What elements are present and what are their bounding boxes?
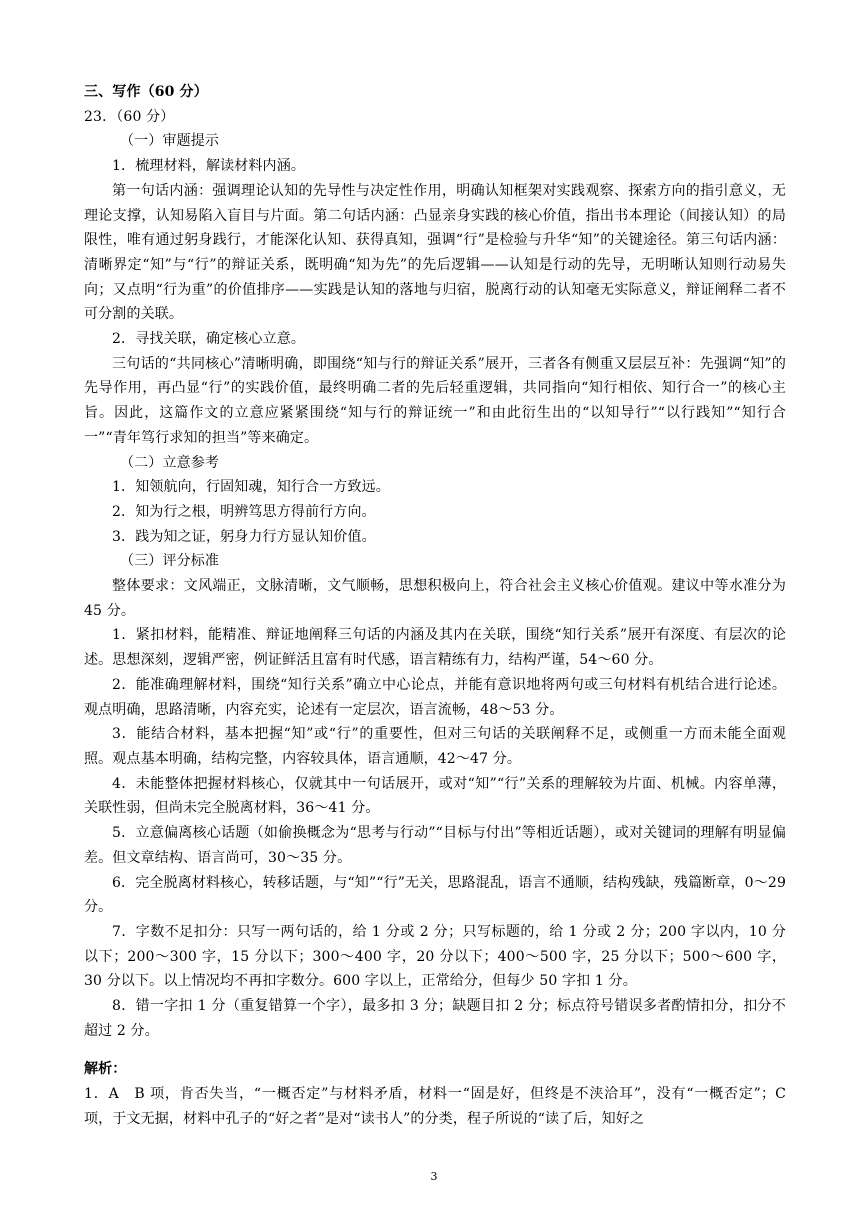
reference-item: 3．践为知之证，躬身力行方显认知价值。 [112, 528, 376, 545]
paragraph: 第一句话内涵：强调理论认知的先导性与决定性作用，明确认知框架对实践观察、探索方向的指引意义，无理论支撑，认知易陷入盲目与片面。第二句话内涵：凸显亲身实践的核心价值，指出书本理论（间接认知）的局限性，唯有通过躬身践行，才能深化认知、获得真知，强调“行”是检验与升华“知”的关键途径。第三句话内涵：清晰界定“知”与“行”的辩证关系，既明确“知为先”的先后逻辑——认知是行动的先导，无明晰认知则行动易失向；又点明“行为重”的价值排序——实践是认知的落地与归宿，脱离行动的认知毫无实际意义，辩证阐释二者不可分割的关联。 [84, 182, 786, 323]
scoring-item: 5．立意偏离核心话题（如偷换概念为“思考与行动”“目标与付出”等相近话题），或对关键词的理解有明显偏差。但文章结构、语言尚可，30～35 分。 [84, 825, 786, 866]
analysis-heading: 解析： [84, 1061, 127, 1078]
scoring-item: 2．能准确理解材料，围绕“知行关系”确立中心论点，并能有意识地将两句或三句材料有机结合进行论述。观点明确，思路清晰，内容充实，论述有一定层次，语言流畅，48～53 分。 [84, 676, 786, 718]
part1-heading: （一）审题提示 [120, 133, 220, 150]
reference-item: 2．知为行之根，明辨笃思方得前行方向。 [112, 503, 376, 520]
page-number: 3 [430, 1170, 438, 1183]
part2-heading: （二）立意参考 [120, 454, 220, 471]
scoring-item: 3．能结合材料，基本把握“知”或“行”的重要性，但对三句话的关联阐释不足，或侧重一方而未能全面观照。观点基本明确，结构完整，内容较具体，语言通顺，42～47 分。 [84, 726, 786, 767]
section-title: 三、写作（60 分） [84, 84, 208, 100]
scoring-item: 8．错一字扣 1 分（重复错算一个字），最多扣 3 分；缺题目扣 2 分；标点符号错误多者酌情扣分，扣分不超过 2 分。 [84, 998, 786, 1039]
scoring-item: 7．字数不足扣分：只写一两句话的，给 1 分或 2 分；只写标题的，给 1 分或 2 分；200 字以内，10 分以下；200～300 字，15 分以下；300～400 字，20 分以下；400～500 字，25 分以下；500～600 字，30 分以下。以上情况均不再扣字数分。600 字以上，正常给分，但每少 50 字扣 1 分。 [84, 923, 786, 990]
part3-heading: （三）评分标准 [120, 553, 220, 570]
scoring-item: 4．未能整体把握材料核心，仅就其中一句话展开，或对“知”“行”关系的理解较为片面、机械。内容单薄，关联性弱，但尚未完全脱离材料，36～41 分。 [84, 775, 786, 817]
reference-item: 1．知领航向，行固知魂，知行合一方致远。 [112, 479, 390, 496]
question-number: 23．（60 分） [84, 108, 175, 125]
overall-requirement: 整体要求：文风端正，文脉清晰，文气顺畅，思想积极向上，符合社会主义核心价值观。建议中等水准分为 45 分。 [84, 578, 786, 619]
analysis-paragraph: 1．A B 项，肯否失当，“一概否定”与材料矛盾，材料一“固是好，但终是不浃洽耳”，没有“一概否定”；C 项，于文无据，材料中孔子的“好之者”是对“读书人”的分类，程子所说的“读了后，知好之 [84, 1086, 786, 1127]
scoring-item: 1．紧扣材料，能精准、辩证地阐释三句话的内涵及其内在关联，围绕“知行关系”展开有深度、有层次的论述。思想深刻，逻辑严密，例证鲜活且富有时代感，语言精练有力，结构严谨，54～60 分。 [84, 627, 786, 669]
scoring-item: 6．完全脱离材料核心，转移话题，与“知”“行”无关，思路混乱，语言不通顺，结构残缺，残篇断章，0～29 分。 [84, 874, 786, 916]
paragraph: 2．寻找关联，确定核心立意。 [112, 331, 306, 348]
spacer [84, 1043, 786, 1057]
document-body [84, 80, 786, 1132]
paragraph: 三句话的“共同核心”清晰明确，即围绕“知与行的辩证关系”展开，三者各有侧重又层层互补：先强调“知”的先导作用，再凸显“行”的实践价值，最终明确二者的先后轻重逻辑，共同指向“知行相依、知行合一”的核心主旨。因此，这篇作文的立意应紧紧围绕“知与行的辩证统一”和由此衍生出的“以知导行”“以行践知”“知行合一”“青年笃行求知的担当”等来确定。 [84, 355, 786, 446]
paragraph: 1．梳理材料，解读材料内涵。 [112, 158, 306, 175]
